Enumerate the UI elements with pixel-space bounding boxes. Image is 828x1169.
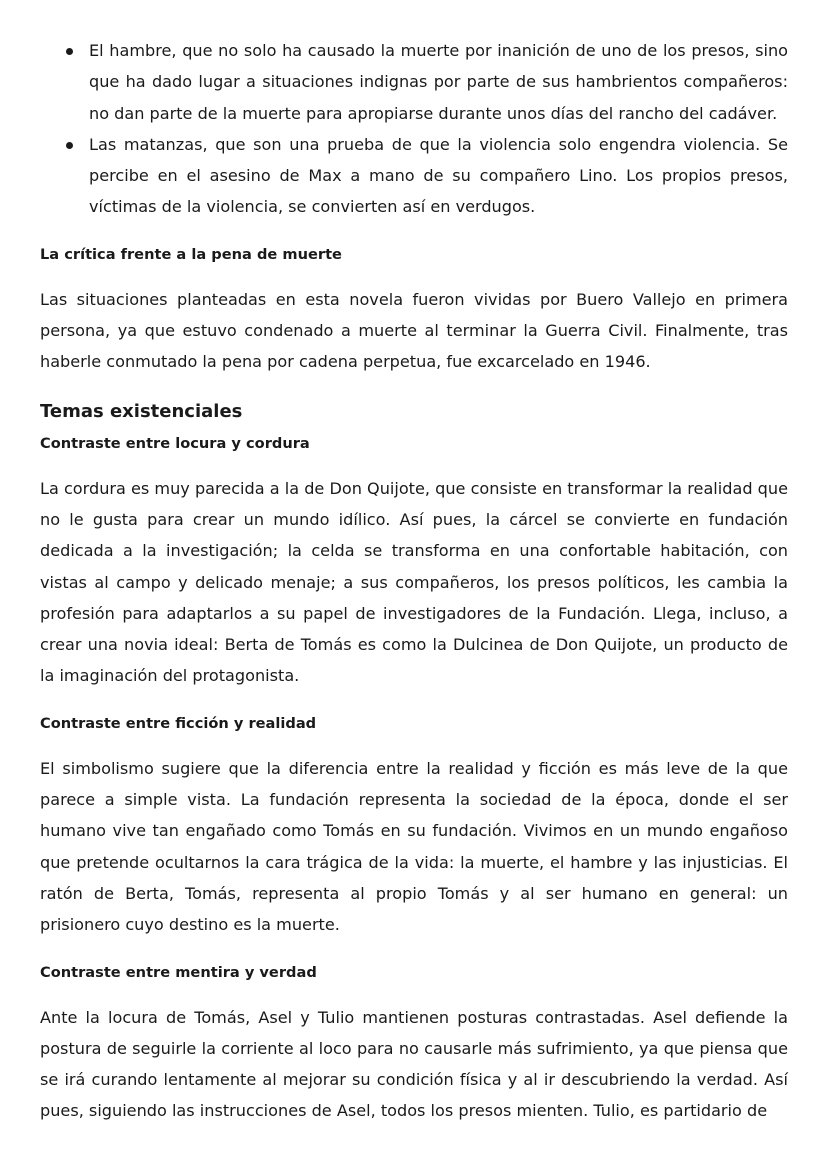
- bullet-text: Las matanzas, que son una prueba de que la violencia solo engendra violencia. Se percibe en el asesino de Max a mano de su compañero Lino. Los propios presos, víctimas de la violencia, se convierten así en verdugos.: [89, 134, 788, 217]
- mentira-heading: Contraste entre mentira y verdad: [40, 963, 317, 981]
- critica-heading: La crítica frente a la pena de muerte: [40, 245, 342, 263]
- section-title: Temas existenciales: [40, 400, 243, 422]
- ficcion-heading: Contraste entre ficción y realidad: [40, 714, 317, 732]
- ficcion-paragraph: El simbolismo sugiere que la diferencia entre la realidad y ficción es más leve de la que parece a simple vista. La fundación representa la sociedad de la época, donde el ser humano vive tan engañado como Tomás en su fundación. Vivimos en un mundo engañoso que pretende ocultarnos la cara trágica de la vida: la muerte, el hambre y las injusticias. El ratón de Berta, Tomás, representa al propio Tomás y al ser humano en general: un prisionero cuyo destino es la muerte.: [40, 758, 788, 935]
- bullet-list: [40, 35, 788, 223]
- bullet-dot-icon: [66, 142, 73, 149]
- list-item: [40, 35, 788, 129]
- critica-paragraph: Las situaciones planteadas en esta novela fueron vividas por Buero Vallejo en primera persona, ya que estuvo condenado a muerte al terminar la Guerra Civil. Finalmente, tras haberle conmutado la pena por cadena perpetua, fue excarcelado en 1946.: [40, 289, 788, 372]
- bullet-text: El hambre, que no solo ha causado la muerte por inanición de uno de los presos, sino que ha dado lugar a situaciones indignas por parte de sus hambrientos compañeros: no dan parte de la muerte para apropiarse durante unos días del rancho del cadáver.: [89, 41, 788, 123]
- list-item: [40, 129, 788, 223]
- locura-paragraph: La cordura es muy parecida a la de Don Quijote, que consiste en transformar la realidad que no le gusta para crear un mundo idílico. Así pues, la cárcel se convierte en fundación dedicada a la investigación; la celda se transforma en una confortable habitación, con vistas al campo y delicado menaje; a sus compañeros, los presos políticos, les cambia la profesión para adaptarlos a su papel de investigadores de la Fundación. Llega, incluso, a crear una novia ideal: Berta de Tomás es como la Dulcinea de Don Quijote, un producto de la imaginación del protagonista.: [40, 478, 788, 686]
- bullet-dot-icon: [66, 48, 73, 55]
- locura-heading: Contraste entre locura y cordura: [40, 434, 310, 452]
- mentira-paragraph: Ante la locura de Tomás, Asel y Tulio mantienen posturas contrastadas. Asel defiende la postura de seguirle la corriente al loco para no causarle más sufrimiento, ya que piensa que se irá curando lentamente al mejorar su condición física y al ir descubriendo la verdad. Así pues, siguiendo las instrucciones de Asel, todos los presos mienten. Tulio, es partidario de: [40, 1007, 788, 1121]
